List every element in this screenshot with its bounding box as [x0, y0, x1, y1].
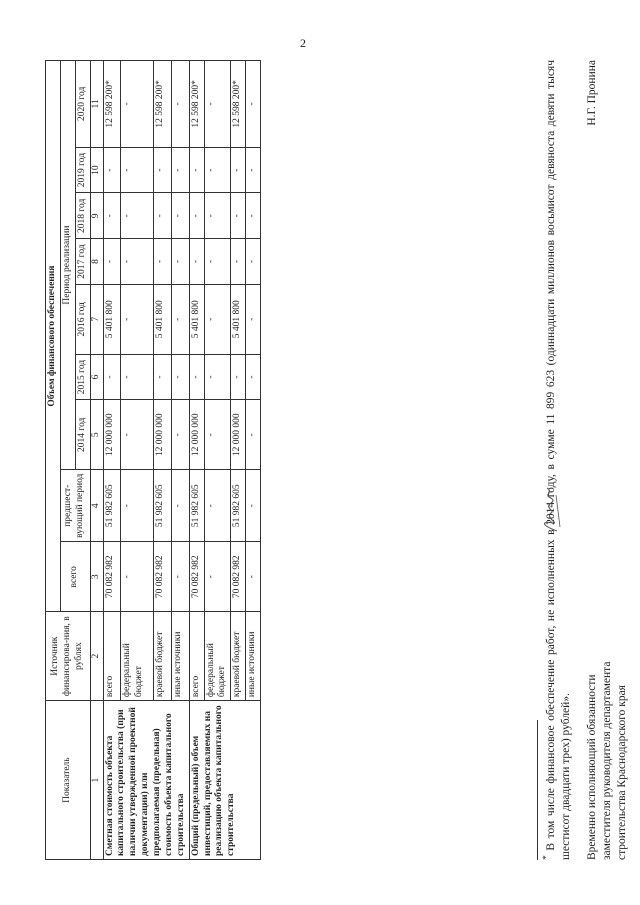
page-number: 2: [300, 36, 306, 50]
value-cell: 51 982 605: [189, 470, 204, 542]
value-cell: -: [121, 400, 153, 470]
value-cell: -: [103, 193, 121, 239]
column-number: 7: [90, 284, 103, 354]
value-cell: -: [121, 61, 153, 148]
header-prior-period: предшест-вующий период: [60, 470, 90, 542]
value-cell: -: [231, 239, 246, 285]
value-cell: -: [246, 147, 261, 193]
value-cell: -: [231, 147, 246, 193]
value-cell: -: [153, 193, 171, 239]
value-cell: -: [121, 239, 153, 285]
header-year: 2016 год: [75, 284, 90, 354]
source-cell: всего: [103, 612, 121, 701]
value-cell: -: [204, 147, 231, 193]
header-total: всего: [60, 542, 90, 612]
signatory-position: [585, 662, 630, 860]
header-indicator: Показатель: [46, 701, 91, 860]
value-cell: 5 401 800: [153, 284, 171, 354]
column-number: 10: [90, 147, 103, 193]
footnote: [537, 60, 574, 860]
source-cell: всего: [189, 612, 204, 701]
value-cell: 51 982 605: [103, 470, 121, 542]
source-cell: иные источники: [246, 612, 261, 701]
value-cell: -: [171, 400, 189, 470]
value-cell: 12 000 000: [153, 400, 171, 470]
header-source: Источник финансирова-ния, в рублях: [46, 612, 91, 701]
value-cell: -: [171, 61, 189, 148]
table-row: [103, 61, 121, 860]
value-cell: -: [204, 470, 231, 542]
value-cell: -: [189, 193, 204, 239]
value-cell: -: [189, 239, 204, 285]
value-cell: -: [103, 354, 121, 400]
value-cell: 5 401 800: [103, 284, 121, 354]
value-cell: -: [121, 193, 153, 239]
value-cell: -: [204, 239, 231, 285]
header-year: 2019 год: [75, 147, 90, 193]
column-number-row: [90, 61, 103, 860]
value-cell: -: [103, 147, 121, 193]
column-number: 5: [90, 400, 103, 470]
value-cell: -: [153, 354, 171, 400]
value-cell: -: [246, 354, 261, 400]
signature-block: [585, 60, 640, 860]
value-cell: -: [189, 147, 204, 193]
source-cell: федеральный бюджет: [121, 612, 153, 701]
value-cell: -: [171, 239, 189, 285]
value-cell: -: [231, 354, 246, 400]
value-cell: -: [121, 542, 153, 612]
column-number: 2: [90, 612, 103, 701]
header-year: 2014 год: [75, 400, 90, 470]
value-cell: 12 598 200*: [153, 61, 171, 148]
handwritten-signature: [537, 485, 565, 535]
column-number: 4: [90, 470, 103, 542]
value-cell: -: [204, 61, 231, 148]
value-cell: -: [171, 542, 189, 612]
value-cell: -: [121, 147, 153, 193]
value-cell: -: [246, 284, 261, 354]
value-cell: -: [246, 470, 261, 542]
header-volume: Объем финансового обеспечения: [46, 61, 61, 612]
value-cell: -: [121, 470, 153, 542]
value-cell: 12 000 000: [103, 400, 121, 470]
value-cell: 51 982 605: [231, 470, 246, 542]
footnote-text: [541, 60, 574, 860]
value-cell: -: [189, 354, 204, 400]
value-cell: -: [246, 61, 261, 148]
position-line: Временно исполняющий обязанности: [586, 674, 598, 860]
value-cell: -: [246, 542, 261, 612]
value-cell: 12 000 000: [231, 400, 246, 470]
header-year: 2017 год: [75, 239, 90, 285]
header-year: 2018 год: [75, 193, 90, 239]
value-cell: -: [171, 284, 189, 354]
header-year: 2020 год: [75, 61, 90, 148]
signatory-name: Н.Г. Пронина: [586, 60, 598, 126]
value-cell: -: [171, 147, 189, 193]
value-cell: -: [204, 284, 231, 354]
column-number: 8: [90, 239, 103, 285]
rotated-page-content: [45, 50, 628, 860]
value-cell: -: [246, 193, 261, 239]
value-cell: 70 082 982: [153, 542, 171, 612]
value-cell: 70 082 982: [103, 542, 121, 612]
footnote-rule: [537, 720, 538, 860]
column-number: 6: [90, 354, 103, 400]
value-cell: 5 401 800: [231, 284, 246, 354]
header-period: Период реализации: [60, 61, 75, 470]
value-cell: -: [121, 284, 153, 354]
source-cell: федеральный бюджет: [204, 612, 231, 701]
value-cell: -: [204, 400, 231, 470]
column-number: 11: [90, 61, 103, 148]
value-cell: 12 000 000: [189, 400, 204, 470]
financing-table: [45, 60, 261, 860]
value-cell: 5 401 800: [189, 284, 204, 354]
value-cell: 70 082 982: [189, 542, 204, 612]
value-cell: 12 598 200*: [189, 61, 204, 148]
indicator-cell: Общий (предельный) объем инвестиций, предоставляемых на реализацию объекта капитального строительства: [189, 701, 260, 860]
value-cell: -: [204, 542, 231, 612]
footnote-body: В том числе финансовое обеспечение работ, не исполненных в 2014 году, в сумме 11 899 623 (одиннадцати миллионов восьмисот девяноста девяти тысяч шестисот двадцати трех) рублей».: [544, 59, 572, 860]
footnote-mark: *: [541, 855, 552, 860]
value-cell: 70 082 982: [231, 542, 246, 612]
table-row: [189, 61, 204, 860]
position-line: строительства Краснодарского края: [615, 685, 628, 860]
value-cell: -: [121, 354, 153, 400]
value-cell: -: [171, 470, 189, 542]
value-cell: -: [153, 239, 171, 285]
value-cell: -: [246, 400, 261, 470]
column-number: 9: [90, 193, 103, 239]
value-cell: -: [204, 193, 231, 239]
value-cell: -: [171, 193, 189, 239]
value-cell: 12 598 200*: [231, 61, 246, 148]
source-cell: иные источники: [171, 612, 189, 701]
value-cell: -: [231, 193, 246, 239]
column-number: 3: [90, 542, 103, 612]
header-year: 2015 год: [75, 354, 90, 400]
value-cell: 12 598 200*: [103, 61, 121, 148]
column-number: 1: [90, 701, 103, 860]
value-cell: -: [103, 239, 121, 285]
indicator-cell: Сметная стоимость объекта капитального строительства (при наличии утвержденной проектной документации) или предполагаемая (предельная) стоимость объекта капитального строительства: [103, 701, 189, 860]
value-cell: -: [171, 354, 189, 400]
source-cell: краевой бюджет: [231, 612, 246, 701]
value-cell: -: [153, 147, 171, 193]
source-cell: краевой бюджет: [153, 612, 171, 701]
value-cell: -: [246, 239, 261, 285]
value-cell: -: [204, 354, 231, 400]
value-cell: 51 982 605: [153, 470, 171, 542]
position-line: заместителя руководителя департамента: [600, 661, 613, 860]
